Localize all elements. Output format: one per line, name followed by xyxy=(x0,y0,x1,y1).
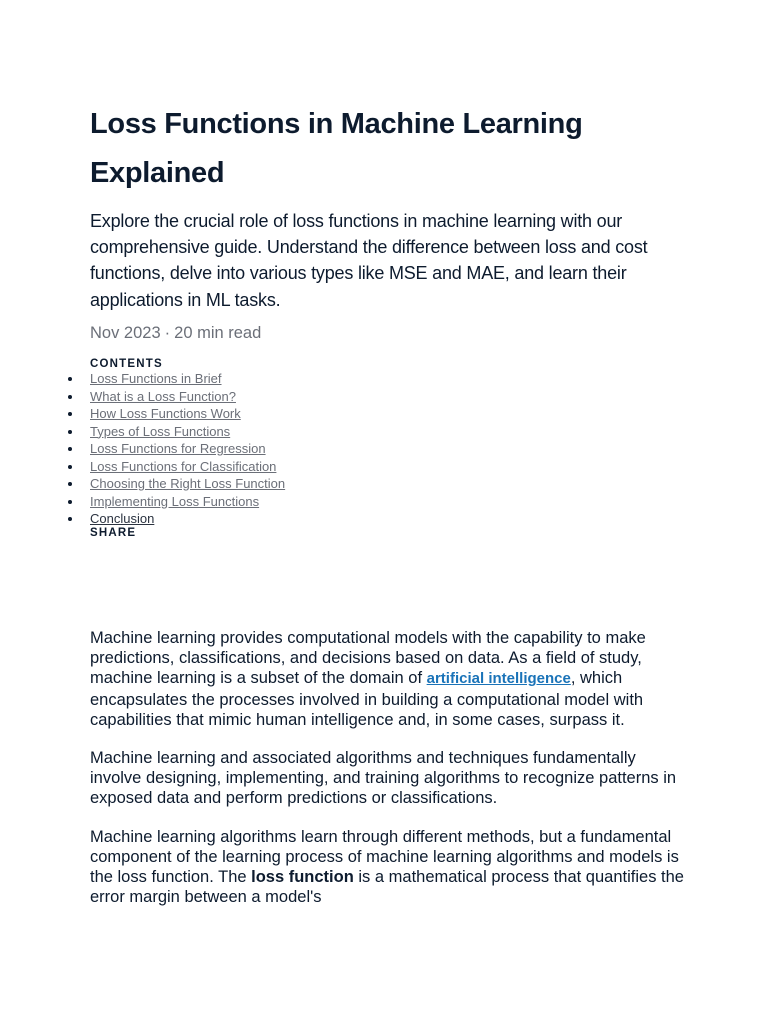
body-text-segment: Machine learning provides computational models with the capability to make predictions, classifications, and decisions based on data. As a field of study, machine learning is a subset of the domain of xyxy=(90,629,646,688)
body-paragraph-1 xyxy=(90,628,685,730)
toc-item xyxy=(90,493,285,511)
toc-link-loss-functions-in-brief[interactable]: Loss Functions in Brief xyxy=(90,371,222,386)
toc-item xyxy=(90,475,285,493)
artificial-intelligence-link[interactable]: artificial intelligence xyxy=(426,670,571,688)
toc-item xyxy=(90,458,285,476)
article-subtitle: Explore the crucial role of loss functions in machine learning with our comprehensive guide. Understand the difference between loss and cost functions, delve into various types like MSE and MAE, and learn their applications in ML tasks. xyxy=(90,211,648,310)
share-heading: SHARE xyxy=(90,527,137,539)
loss-function-term: loss function xyxy=(251,868,354,887)
toc-link-conclusion[interactable]: Conclusion xyxy=(90,511,155,526)
toc-link-types-of-loss-functions[interactable]: Types of Loss Functions xyxy=(90,423,231,439)
meta-separator: · xyxy=(164,324,171,342)
body-paragraph-2: Machine learning and associated algorithms and techniques fundamentally involve designing, implementing, and training algorithms to recognize patterns in exposed data and perform predictions or classifications. xyxy=(90,749,677,808)
toc-link-what-is-a-loss-function[interactable]: What is a Loss Function? xyxy=(90,388,236,404)
body-text-segment: is a mathematical process that quantifies the error margin between a model's xyxy=(90,868,684,907)
read-time: 20 min read xyxy=(174,324,262,342)
toc-item xyxy=(90,510,285,528)
body-text-segment: Machine learning algorithms learn through different methods, but a fundamental component of the learning process of machine learning algorithms and models is the loss function. The xyxy=(90,827,679,887)
article-meta xyxy=(90,322,261,344)
toc-link-choosing-the-right-loss-function[interactable]: Choosing the Right Loss Function xyxy=(90,476,286,491)
toc-item xyxy=(90,370,285,388)
body-text-segment: , which encapsulates the processes involved in building a computational model with capabilities that mimic human intelligence and, in some cases, surpass it. xyxy=(90,669,644,729)
contents-heading: CONTENTS xyxy=(90,358,163,370)
body-paragraph-3 xyxy=(90,827,685,908)
toc-item xyxy=(90,388,285,406)
toc-item xyxy=(90,423,285,441)
article-body xyxy=(90,628,685,925)
table-of-contents xyxy=(90,370,285,528)
toc-link-implementing-loss-functions[interactable]: Implementing Loss Functions xyxy=(90,493,260,509)
toc-link-loss-functions-for-regression[interactable]: Loss Functions for Regression xyxy=(90,441,266,456)
publish-date: Nov 2023 xyxy=(90,324,161,342)
toc-item xyxy=(90,405,285,423)
article-title: Loss Functions in Machine Learning Explained xyxy=(90,108,583,189)
toc-link-how-loss-functions-work[interactable]: How Loss Functions Work xyxy=(90,406,241,421)
toc-item xyxy=(90,440,285,458)
toc-link-loss-functions-for-classification[interactable]: Loss Functions for Classification xyxy=(90,458,277,474)
